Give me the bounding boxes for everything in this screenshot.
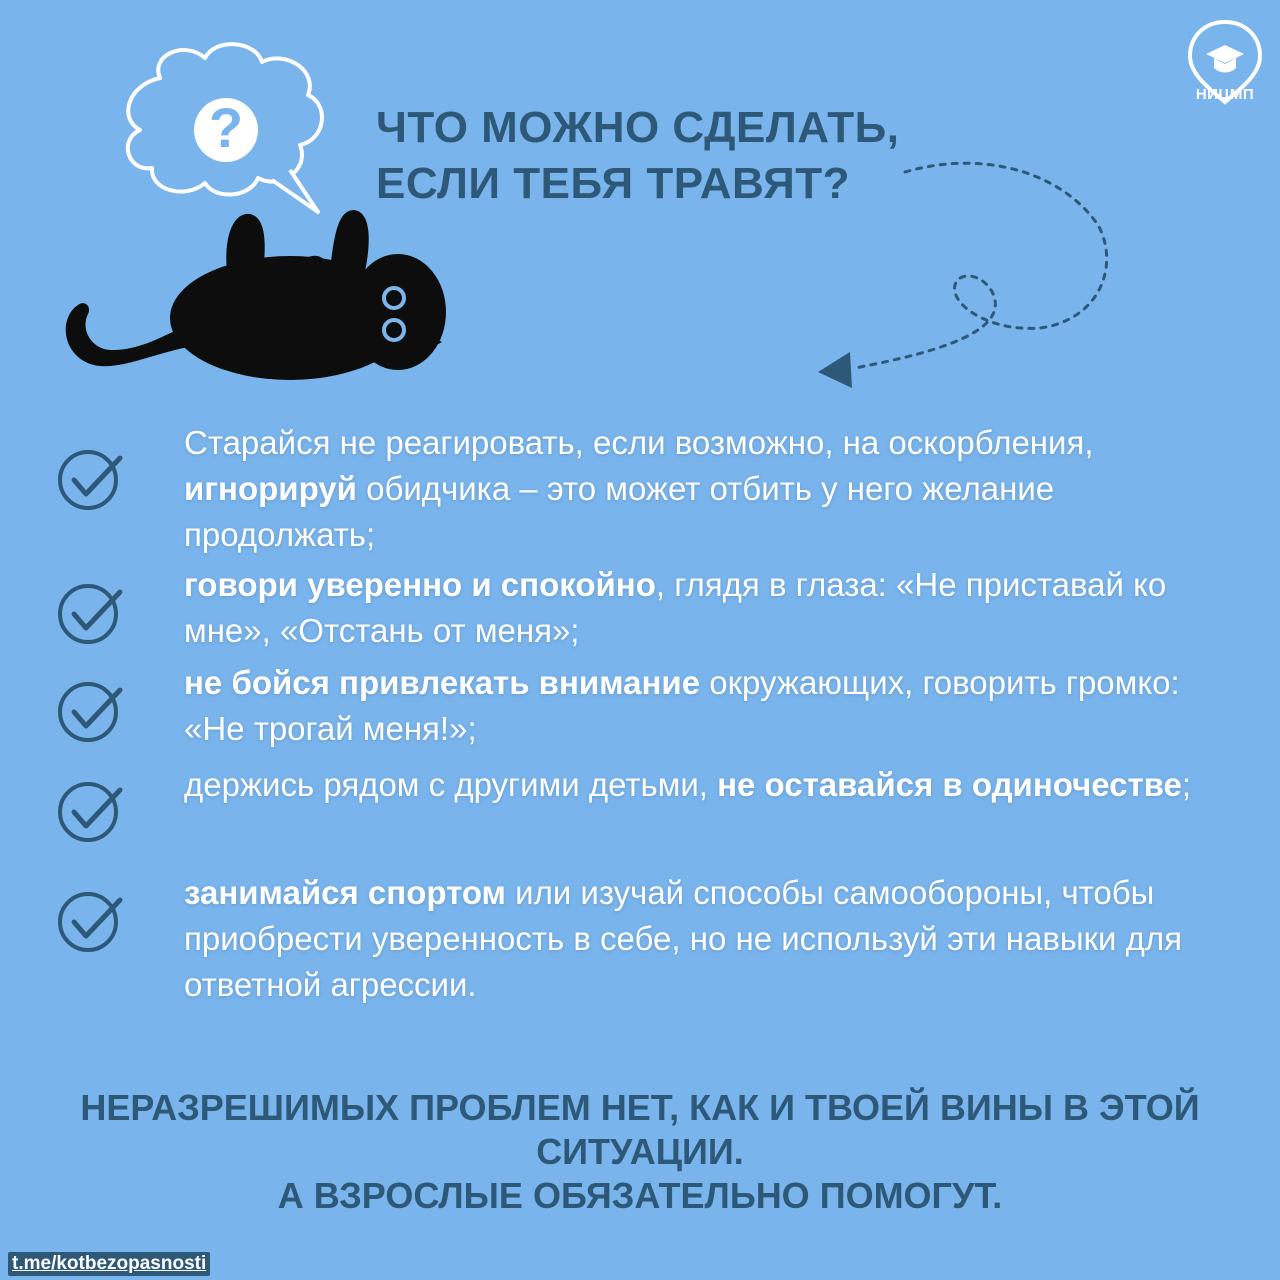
tip-text: держись рядом с другими детьми,	[184, 766, 718, 803]
check-circle-icon	[54, 672, 128, 746]
question-mark: ?	[208, 96, 244, 159]
closing-line-1: НЕРАЗРЕШИМЫХ ПРОБЛЕМ НЕТ, КАК И ТВОЕЙ ВИНЫ В ЭТОЙ	[80, 1087, 1200, 1128]
title-line-2: ЕСЛИ ТЕБЯ ТРАВЯТ?	[376, 159, 851, 208]
check-circle-icon	[54, 882, 128, 956]
title-line-1: ЧТО МОЖНО СДЕЛАТЬ,	[376, 103, 900, 152]
tip-bold: не бойся привлекать внимание	[184, 664, 701, 701]
check-circle-icon	[54, 440, 128, 514]
tip-text: Старайся не реагировать, если возможно, на оскорбления,	[184, 424, 1094, 461]
tip-bold: игнорируй	[184, 470, 357, 507]
tip-bold: не оставайся в одиночестве	[717, 766, 1182, 803]
channel-link[interactable]: t.me/kotbezopasnosti	[8, 1252, 210, 1276]
logo-label: НИЦМП	[1195, 86, 1255, 103]
check-circle-icon	[54, 574, 128, 648]
check-circle-icon	[54, 772, 128, 846]
cat-illustration	[66, 210, 446, 380]
closing-message	[60, 1086, 1220, 1218]
tip-text: окружающих, говорить громко: «Не трогай меня!»;	[184, 664, 1180, 747]
closing-line-2: СИТУАЦИИ.	[536, 1131, 744, 1172]
arrow-head	[818, 352, 852, 388]
tip-text: обидчика – это может отбить у него желание продолжать;	[184, 470, 1055, 553]
closing-line-3: А ВЗРОСЛЫЕ ОБЯЗАТЕЛЬНО ПОМОГУТ.	[277, 1175, 1003, 1216]
tip-text: , глядя в глаза: «Не приставай ко мне», «Отстань от меня»;	[184, 566, 1167, 649]
page-title	[376, 100, 900, 212]
tip-text: ;	[1181, 766, 1192, 803]
tip-bold: говори уверенно и спокойно	[184, 566, 656, 603]
tip-text: или изучай способы самообороны, чтобы приобрести уверенность в себе, но не используй эти навыки для ответной агрессии.	[184, 874, 1183, 1003]
tip-bold: занимайся спортом	[184, 874, 506, 911]
